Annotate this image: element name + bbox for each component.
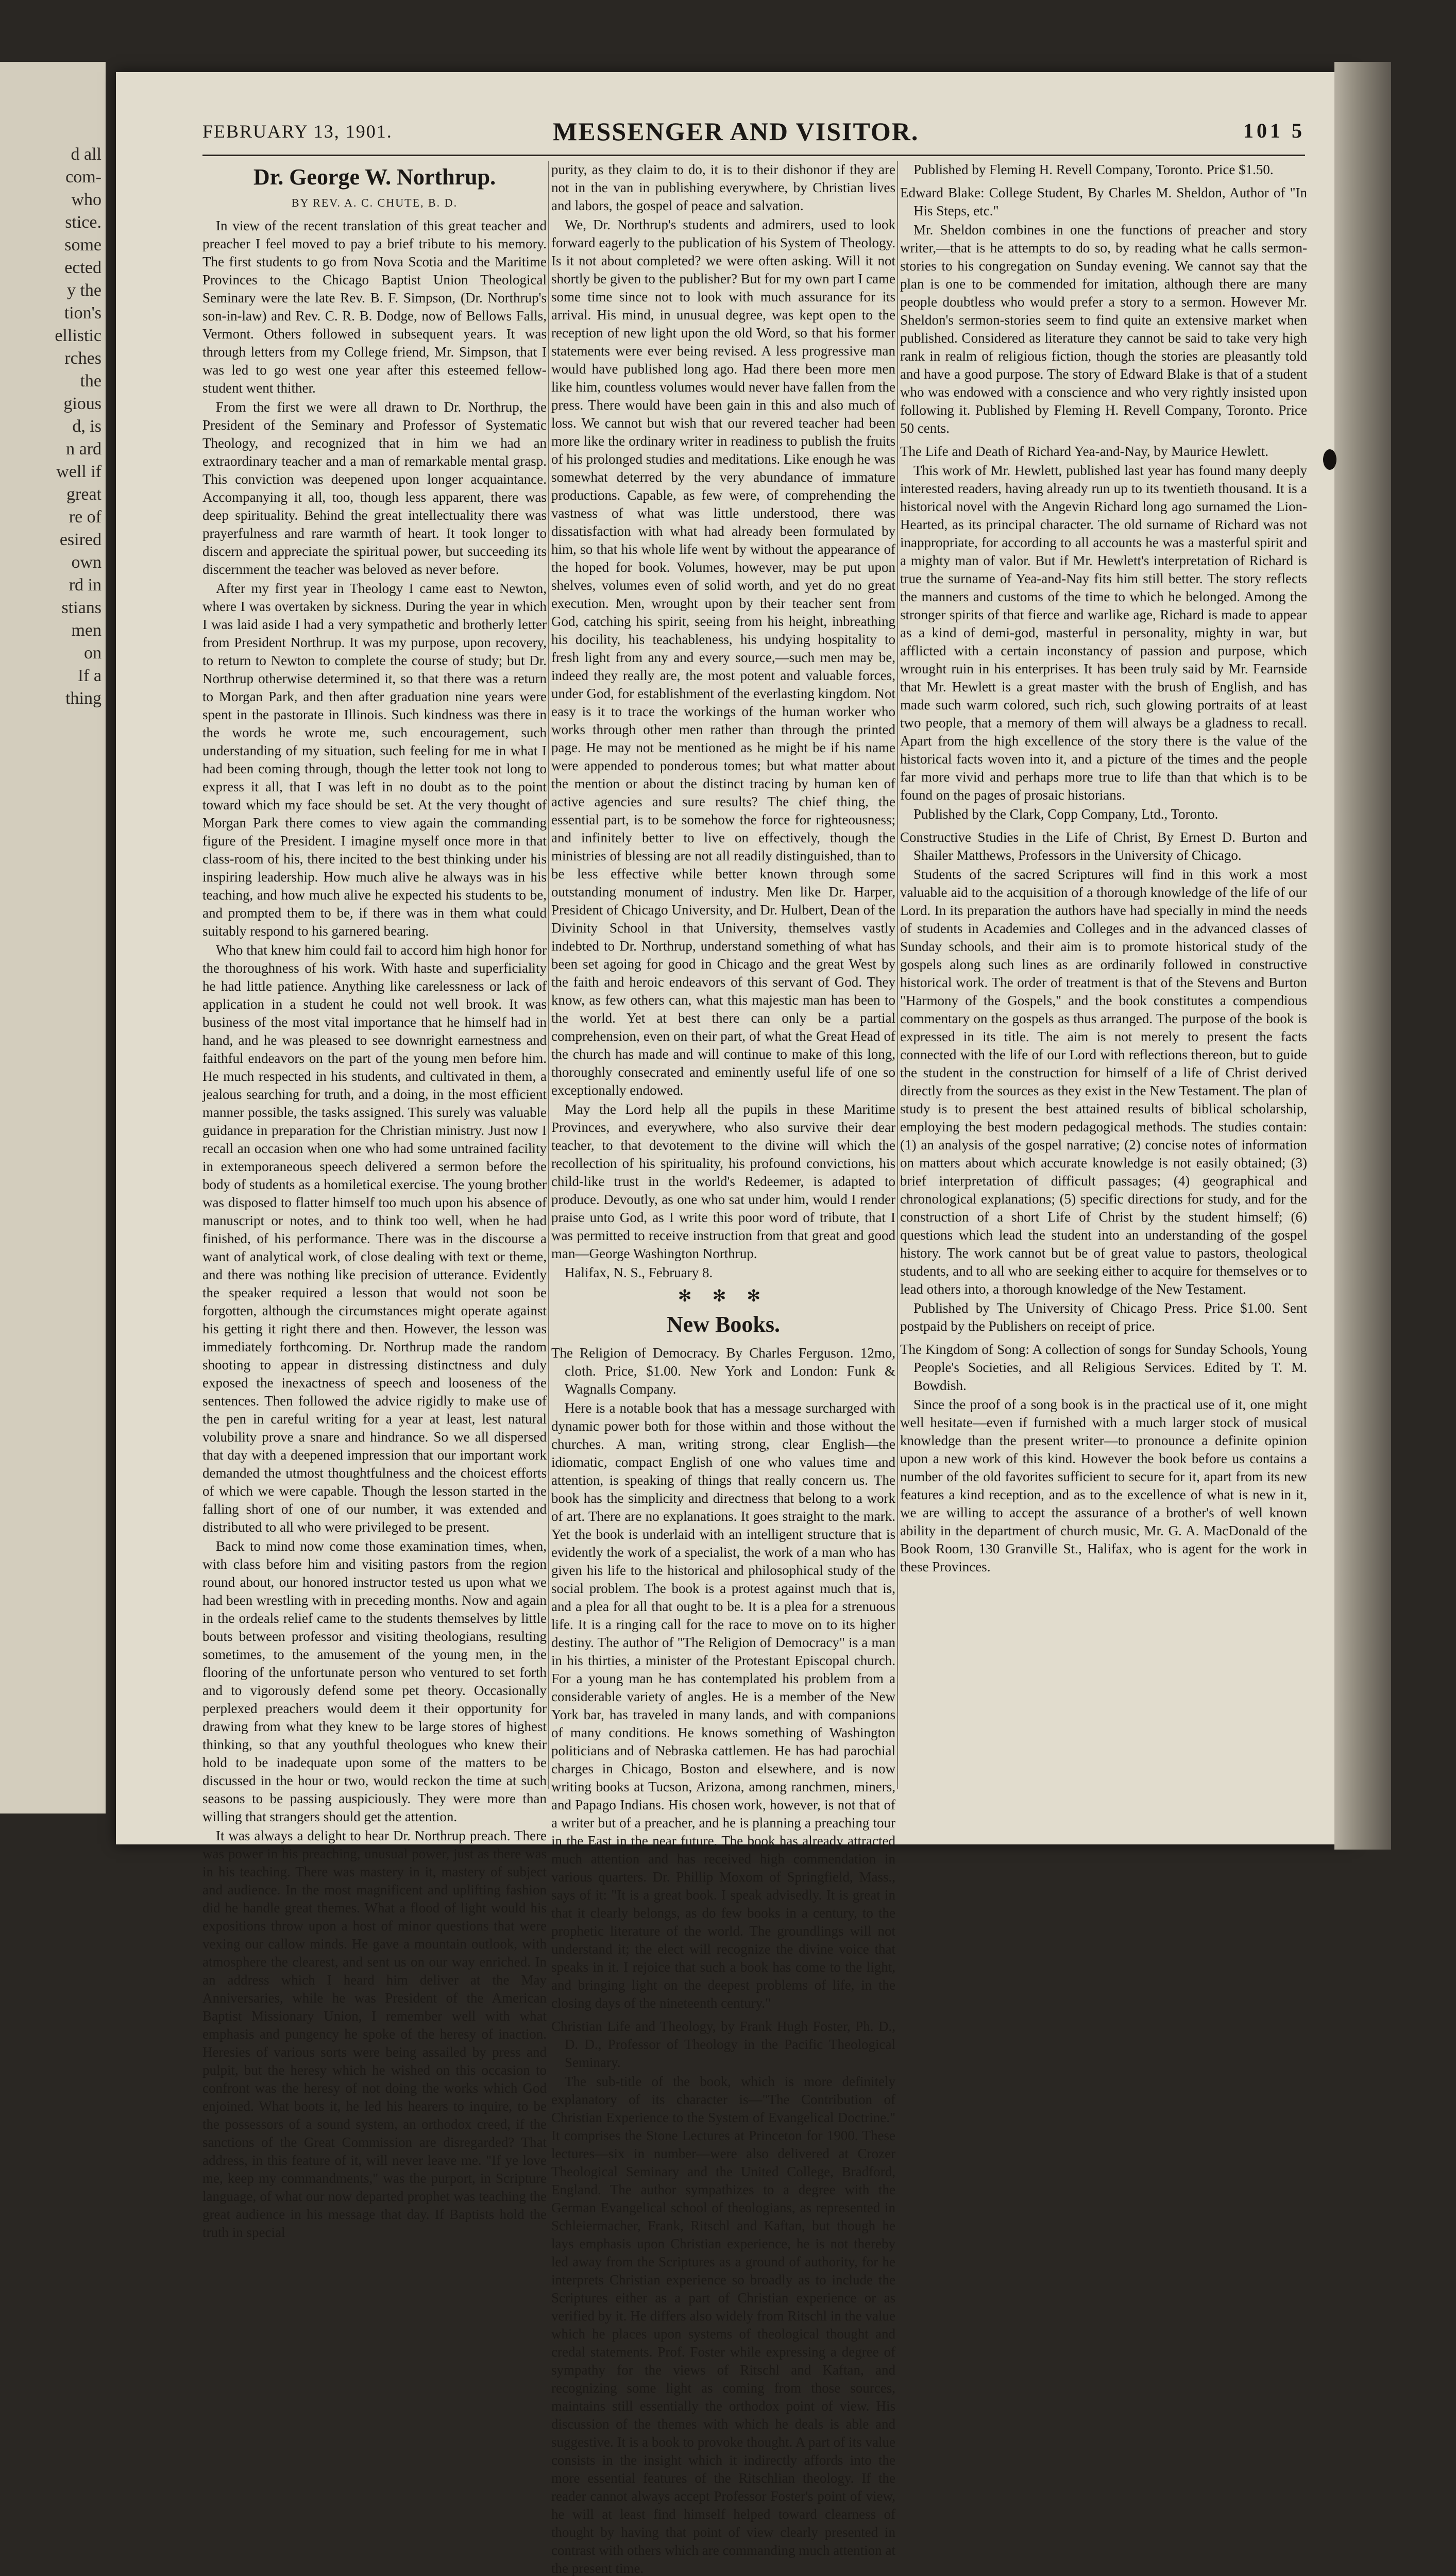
adjacent-page-margin: [0, 62, 106, 1814]
book-review-paragraph: Published by the Clark, Copp Company, Ltd., Toronto.: [913, 806, 1218, 822]
book-heading: The Religion of Democracy. By Charles Ferguson. 12mo, cloth. Price, $1.00. New York and London: Funk & Wagnalls Company.: [551, 1345, 895, 1397]
article-paragraph: May the Lord help all the pupils in these Maritime Provinces, and everywhere, who also survive their dear teacher, to that devotement to the divine will which the recollection of his spirituality, his profound convictions, his child-like trust in the world's Redeemer, is adapted to produce. Devoutly, as one who sat under him, would I render praise unto God, as I write this poor word of tribute, that I was permitted to receive instruction from that great and good man—George Washington Northrup.: [551, 1101, 895, 1261]
margin-fragment: on: [84, 643, 101, 663]
margin-fragment: stice.: [65, 213, 101, 232]
margin-fragment: well if: [56, 462, 101, 481]
margin-fragment: the: [80, 371, 101, 391]
book-review-paragraph: Students of the sacred Scriptures will find in this work a most valuable aid to the acquisition of a thorough knowledge of the life of our Lord. In its preparation the authors have had specially in mind the needs of students in Academies and Colleges and in the advanced classes of Sunday schools, and their aim is to promote historical study of the gospels along such lines as are ordinarily followed in constructive historical work. The order of treatment is that of the Stevens and Burton "Harmony of the Gospels," and the book constitutes a compendious commentary on the gospels as thus arranged. The purpose of the book is expressed in its title. The aim is not merely to present the facts connected with the life of our Lord with reflections thereon, but to guide the student in the construction for himself of a life of Christ derived directly from the sources as they exist in the New Testament. The plan of study is to present the best attained results of biblical scholarship, employing the best modern pedagogical methods. The studies contain: (1) an analysis of the gospel narrative; (2) concise notes of information on matters about which accurate knowledge is not easily obtained; (3) brief interpretation of difficult passages; (4) geographical and chronological explanations; (5) specific directions for study, and for the construction of a short Life of Christ by the student himself; (6) questions which lead the student into an understanding of the gospel history. The work cannot but be of great value to pastors, theological students, and to all who are seeking either to acquire for themselves or to lead others into, a thorough knowledge of the New Testament.: [900, 867, 1307, 1297]
margin-fragment: some: [64, 235, 101, 255]
book-review-paragraph: The sub-title of the book, which is more definitely explanatory of its character is—"The Contribution of Christian Experience to the System of Evangelical Doctrine." It comprises the Stone Lectures at Princeton for 1900. These lectures—six in number—were also delivered at Crozer Theological Seminary and the United College, Bradford, England. The author sympathizes to a degree with the German Evangelical school of theologians, as represented in Schleiermacher, Frank, Ritschl and Kaftan, but though he lays emphasis upon Christian experience, he is not thereby led away from the Scriptures as a ground of authority, for he interprets Christian experience so broadly as to include the Scriptures either as a part of Christian experience or as verified by it. He differs also widely from Ritschl in the value which he places upon systems of theological thought and credal statements. Prof. Foster while expressing a degree of sympathy for the views of Ritschl and Kaftan, and recognizing some light as coming from those sources, maintains still essentially the orthodox point of view. His discussion of the themes with which he deals is able and suggestive. It is a book to provoke thought. A part of its value consists in the insight which it indirectly affords into the more essential features of the Ritschlian theology. If the reader cannot always accept Professor Foster's point of view, he will at least find himself helped toward clearness of thought by having that point of view clearly presented in contrast with others which are commanding much attention at the present time.: [551, 2074, 895, 2576]
article-paragraph: After my first year in Theology I came east to Newton, where I was overtaken by sickness. During the year in which I was laid aside I had a very sympathetic and brotherly letter from President Northrup. It was my purpose, upon recovery, to return to Newton to complete the course of study; but Dr. Northrup otherwise determined it, so that there was a return to Morgan Park, and then after graduation nine years were spent in the pastorate in Illinois. Such kindness was there in the words he wrote me, such encouragement, such understanding of my situation, such feeling for me in what I had been coming through, though the letter took not long to express it all, that I was left in no doubt as to the point toward which my face should be set. At the very thought of Morgan Park there comes to view again the commanding figure of the President. I imagine myself once more in that class-room of his, there incited to the best thinking under his inspiring leadership. How much alive he always was in his teaching, and how much alive he expected his students to be, and prompted them to be, if there was in them what could suitably respond to his garnered bearing.: [202, 581, 547, 939]
margin-fragment: rd in: [69, 575, 101, 595]
book-heading: The Kingdom of Song: A collection of songs for Sunday Schools, Young People's Societies, and all Religious Services. Edited by T. M. Bowdish.: [900, 1342, 1307, 1393]
book-review-paragraph: Published by Fleming H. Revell Company, Toronto. Price $1.50.: [913, 162, 1274, 177]
article-title: Dr. George W. Northrup.: [253, 164, 496, 190]
margin-fragment: esired: [59, 530, 101, 549]
paper-title: MESSENGER AND VISITOR.: [553, 117, 919, 146]
article-dateline: Halifax, N. S., February 8.: [565, 1265, 713, 1280]
margin-fragment: d all: [71, 145, 101, 164]
article-paragraph: Who that knew him could fail to accord him high honor for the thoroughness of his work. With haste and superficiality he had little patience. Anything like carelessness or lack of application in a student he could not well brook. It was business of the most vital importance that he himself had in hand, and he was pleased to see downright earnestness and faithful endeavors on the part of the young men before him. He much respected in his students, and cultivated in them, a jealous searching for truth, and a doing, in the most efficient manner possible, the tasks assigned. This surely was valuable guidance in preparation for the Christian ministry. Just now I recall an occasion when one who had some untrained facility in extemporaneous speech delivered a sermon before the body of students as a homiletical exercise. The young brother was disposed to flatter himself too much upon his absence of manuscript or notes, and to think too well, when he had finished, of his performance. There was in the discourse a want of analytical work, of close dealing with text or theme, and there was nothing like precision of utterance. Evidently the speaker required a lesson that would not soon be forgotten, although the circumstances might operate against his getting it right there and then. However, the lesson was immediately forthcoming. Dr. Northrup made the random shooting to appear in distressing distinctness and duly exposed the inexactness of speech and looseness of the sentences. Then followed the advice rigidly to make use of the pen in careful writing for a year at least, lest natural volubility prove a snare and hindrance. So we all dispersed that day with a deepened impression that our important work demanded the utmost thoughtfulness and the choicest efforts of which we were capable. Though the lesson started in the falling short of one of our number, it was extended and distributed to all who were privileged to be present.: [202, 942, 547, 1535]
book-review-paragraph: This work of Mr. Hewlett, published last year has found many deeply interested readers, having already run up to its twentieth thousand. It is a historical novel with the Angevin Richard long ago surnamed the Lion-Hearted, as its principal character. The old surname of Richard was not inappropriate, for according to all accounts he was a masterful spirit and a mighty man of valor. But if Mr. Hewlett's interpretation of Richard is true the surname of Yea-and-Nay fits him still better. The story reflects the manners and customs of the time to which he belonged. Among the stronger spirits of that fierce and warlike age, Richard is made to appear as a kind of demi-god, masterful in personality, mighty in war, but afflicted with a certain inconstancy of passion and purpose, which wrought ruin in his enterprises. It has been truly said by Mr. Fearnside that Mr. Hewlett is a great master with the brush of English, and has made such warm colored, such rich, such glowing portraits of at least two people, that a memory of them will always be a gladness to recall. Apart from the high excellence of the story there is the value of the historical facts woven into it, and a picture of the times and the people far more vivid and perhaps more true to life than that which is to be found on the pages of prosaic historians.: [900, 463, 1307, 803]
book-review-paragraph: Published by The University of Chicago Press. Price $1.00. Sent postpaid by the Publishers on receipt of price.: [900, 1300, 1307, 1334]
issue-date: FEBRUARY 13, 1901.: [202, 121, 393, 142]
margin-fragment: tion's: [64, 303, 101, 323]
book-heading: Edward Blake: College Student, By Charles M. Sheldon, Author of "In His Steps, etc.": [900, 185, 1307, 218]
margin-fragment: d, is: [72, 417, 101, 436]
article-paragraph: From the first we were all drawn to Dr. Northrup, the President of the Seminary and Professor of Systematic Theology, and recognized that in him we had an extraordinary teacher and a man of remarkable mental grasp. This conviction was deepened upon longer acquaintance. Accompanying it all, too, though less apparent, there was deep spirituality. Behind the great intellectuality there was prayerfulness and rare warmth of heart. It took longer to discern and appreciate the spiritual power, but succeeding its discernment the teacher was beloved as never before.: [202, 399, 547, 577]
book-review-paragraph: Since the proof of a song book is in the practical use of it, one might well hesitate—even if furnished with a much larger stock of musical knowledge than the present writer—to pronounce a definite opinion upon a new work of this kind. However the book before us contains a number of the old favorites sufficient to secure for it, apart from its new features a kind reception, and as to the excellence of what is new in it, we are willing to accept the assurance of a brother's of well known ability in the department of church music, Mr. G. A. MacDonald of the Book Room, 130 Granville St., Halifax, who is agent for the work in these Provinces.: [900, 1397, 1307, 1574]
book-review-paragraph: Here is a notable book that has a message surcharged with dynamic power both for those within and those without the churches. A man, writing strong, clear English—the idiomatic, compact English of one who values time and attention, is speaking of things that really concern us. The book has the simplicity and directness that belong to a work of art. There are no explanations. It goes straight to the mark. Yet the book is underlaid with an intelligent structure that is evidently the work of a specialist, the work of a man who has given his life to the historical and philosophical study of the social problem. The book is a protest against much that is, and a plea for all that ought to be. It is a plea for a strenuous life. It is a ringing call for the race to move on to its higher destiny. The author of "The Religion of Democracy" is a man in his thirties, a minister of the Protestant Episcopal church. For a young man he has contemplated his problem from a considerable variety of angles. He is a member of the New York bar, has traveled in many lands, and with companions of many conditions. He knows something of Washington politicians and of Nebraska cattlemen. He has had parochial charges in Chicago, Boston and elsewhere, and is now writing books at Tucson, Arizona, among ranchmen, miners, and Papago Indians. His chosen work, however, is not that of a writer but of a preacher, and he is planning a preaching tour in the East in the near future. The book has already attracted much attention and has received high commendation in various quarters. Dr. Phillip Moxom of Springfield, Mass., says of it: "It is a great book. I speak advisedly. It is great in that it clearly belongs, as do few books in a century, to the prophetic literature of the world. The groundlings will not understand it; the elect will recognize the divine voice that speaks in it. I rejoice that such a book has come to the light, and bringing light on the deepest problems of life, in the closing days of the nineteenth century.": [551, 1400, 895, 2011]
section-ornament: ✻ ✻ ✻: [678, 1286, 769, 1305]
margin-fragment: gious: [63, 394, 101, 413]
column-2: [551, 161, 895, 2576]
column-rule: [897, 161, 898, 1789]
margin-fragment: ellistic: [55, 326, 101, 345]
margin-fragment: com-: [65, 167, 101, 187]
article-paragraph: Back to mind now come those examination times, when, with class before him and visiting pastors from the region round about, our honored instructor tested us upon what we had been wrestling with in preceding months. Now and again in the ordeals relief came to the students themselves by little bouts between professor and visiting theologians, resulting sometimes, to the amusement of the young men, in the flooring of the unfortunate person who ventured to set forth and to vigorously defend some pet theory. Occasionally perplexed preachers would deem it their opportunity for drawing from what they knew to be large stores of highest thinking, so that any youthful theologues who knew their hold to be inadequate upon some of the matters to be discussed in the hour or two, would reckon the time at such seasons to be passing auspiciously. They were more than willing that strangers should get the attention.: [202, 1538, 547, 1824]
margin-fragment: who: [71, 190, 101, 209]
article-paragraph: In view of the recent translation of this great teacher and preacher I feel moved to pay a brief tribute to his memory. The first students to go from Nova Scotia and the Maritime Provinces to the Chicago Baptist Union Theological Seminary were the late Rev. B. F. Simpson, (Dr. Northrup's son-in-law) and Rev. C. R. B. Dodge, now of Bellows Falls, Vermont. Others followed in subsequent years. It was through letters from my College friend, Mr. Simpson, that I was led to go west one year after this esteemed fellow-student went thither.: [202, 218, 547, 396]
book-heading: Christian Life and Theology, by Frank Hugh Foster, Ph. D., D. D., Professor of Theology in the Pacific Theological Seminary.: [551, 2019, 895, 2070]
article-paragraph: It was always a delight to hear Dr. Northrup preach. There was power in his preaching, unusual power, just as there was in his teaching. There was mastery in it, mastery of subject and audience. In the most magnificent and uplifting fashion did he handle great themes. What a flood of light would his expositions throw upon a host of minor questions that were vexing our callow minds. He gave a mountain outlook, with atmosphere the clearest, and sent us on our way enriched. In an address which I heard him deliver at the May Anniversaries, while he was President of the American Baptist Missionary Union, I remember well with what emphasis and pungency he spoke of the heresy of inaction. Heresies of various sorts were being assailed by press and pulpit, but the heresy which he wished on this occasion to confront was the heresy of not doing the works which God enjoined. What boots it, he led his hearers to inquire, to be the possessors of a sound system, an orthodox creed, if the sanctions of the Great Commission are disregarded? That address, in this feature of it, will never leave me. "If ye love me, keep my commandments," was the purport, in Scripture language, of what our now departed prophet was teaching the great audience in his message that day. If Baptists hold the truth in special: [202, 1828, 547, 2240]
book-heading: Constructive Studies in the Life of Christ, By Ernest D. Burton and Shailer Matthews, Professors in the University of Chicago.: [900, 829, 1307, 863]
book-heading: The Life and Death of Richard Yea-and-Nay, by Maurice Hewlett.: [900, 444, 1268, 459]
margin-fragment: If a: [77, 666, 101, 685]
margin-fragment: y the: [66, 281, 101, 300]
column-rule: [548, 161, 549, 1789]
article-paragraph: purity, as they claim to do, it is to their dishonor if they are not in the van in publishing everywhere, by Christian lives and labors, the gospel of peace and salvation.: [551, 162, 895, 213]
binding-edge: [1334, 62, 1391, 1850]
book-review-paragraph: Mr. Sheldon combines in one the functions of preacher and story writer,—that is he attempts to do so, by reading what he calls sermon-stories to his congregation on Sunday evening. We cannot say that the plan is one to be commended for imitation, although there are many people doubtless who would prefer a story to a sermon. However Mr. Sheldon's sermon-stories seem to find quite an extensive market when published. Considered as literature they cannot be said to take very high rank in realm of religious fiction, though the stories are pleasantly told and have a good purpose. The story of Edward Blake is that of a student who was endowed with a conscience and who very rightly insisted upon following it. Published by Fleming H. Revell Company, Toronto. Price 50 cents.: [900, 222, 1307, 436]
article-paragraph: We, Dr. Northrup's students and admirers, used to look forward eagerly to the publication of his System of Theology. Is it not about completed? we were often asking. Will it not shortly be given to the publisher? But for my own part I came some time since not to look with much assurance for its arrival. His mind, in unusual degree, was kept open to the reception of new light upon the old Word, so that his former statements were ever being revised. A less progressive man would have published long ago. Had there been more men like him, countless volumes would never have fallen from the press. There would have been gain in this and also much of loss. We cannot but wish that our revered teacher had been more like the ordinary writer in readiness to publish the fruits of his prolonged studies and meditations. Like enough he was somewhat deterred by the very abundance of immature productions. Capable, as few were, of comprehending the vastness of what was little understood, there was dissatisfaction with what had already been formulated by him, so that his whole life went by without the appearance of the hoped for book. Volumes, however, may be put upon shelves, volumes even of solid worth, and yet do no great execution. Men, wrought upon by their teacher sent from God, catching his spirit, seeing from his height, inbreathing his docility, his teachableness, his undying hospitality to fresh light from any and every source,—such men may be, indeed they really are, the most potent and valuable forces, under God, for establishment of the everlasting kingdom. Not easy is it to trace the workings of the human worker who works through other men rather than through the printed page. He may not be mentioned as he might be if his name were appended to ponderous tomes; but what matter about the mention or about the distinct tracing by human ken of active agencies and sure results? The chief thing, the essential part, is to be somehow the force for righteousness; and infinitely better to live on effectively, though the ministries of blessing are not all readily distinguished, than to be less effective while better known through some outstanding monument of industry. Men like Dr. Harper, President of Chicago University, and Dr. Hulbert, Dean of the Divinity School in that University, themselves vastly indebted to Dr. Northrup, understand something of what has been set agoing for good in Chicago and the great West by the faith and heroic endeavors of this servant of God. They know, as few others can, what this majestic man has been to the world. Yet at best there can only be a partial comprehension, even on their part, of what the Great Head of the church has made and will continue to make of this long, thoroughly consecrated and eminently useful life of one so exceptionally endowed.: [551, 217, 895, 1098]
new-books-title: New Books.: [666, 1312, 781, 1337]
article-byline: BY REV. A. C. CHUTE, B. D.: [291, 196, 458, 209]
margin-fragment: ected: [64, 258, 101, 277]
column-1: [202, 161, 547, 2240]
margin-fragment: own: [71, 553, 101, 572]
margin-fragment: men: [71, 621, 101, 640]
margin-fragment: stians: [61, 598, 101, 617]
column-3: [900, 161, 1307, 1809]
masthead: [202, 118, 1305, 156]
margin-fragment: great: [66, 485, 101, 504]
margin-fragment: re of: [69, 507, 101, 527]
margin-fragment: thing: [65, 689, 101, 708]
ink-blot: [1323, 449, 1336, 470]
page-number: 101 5: [1243, 119, 1305, 142]
margin-fragment: rches: [64, 349, 101, 368]
margin-fragment: n ard: [66, 439, 101, 459]
